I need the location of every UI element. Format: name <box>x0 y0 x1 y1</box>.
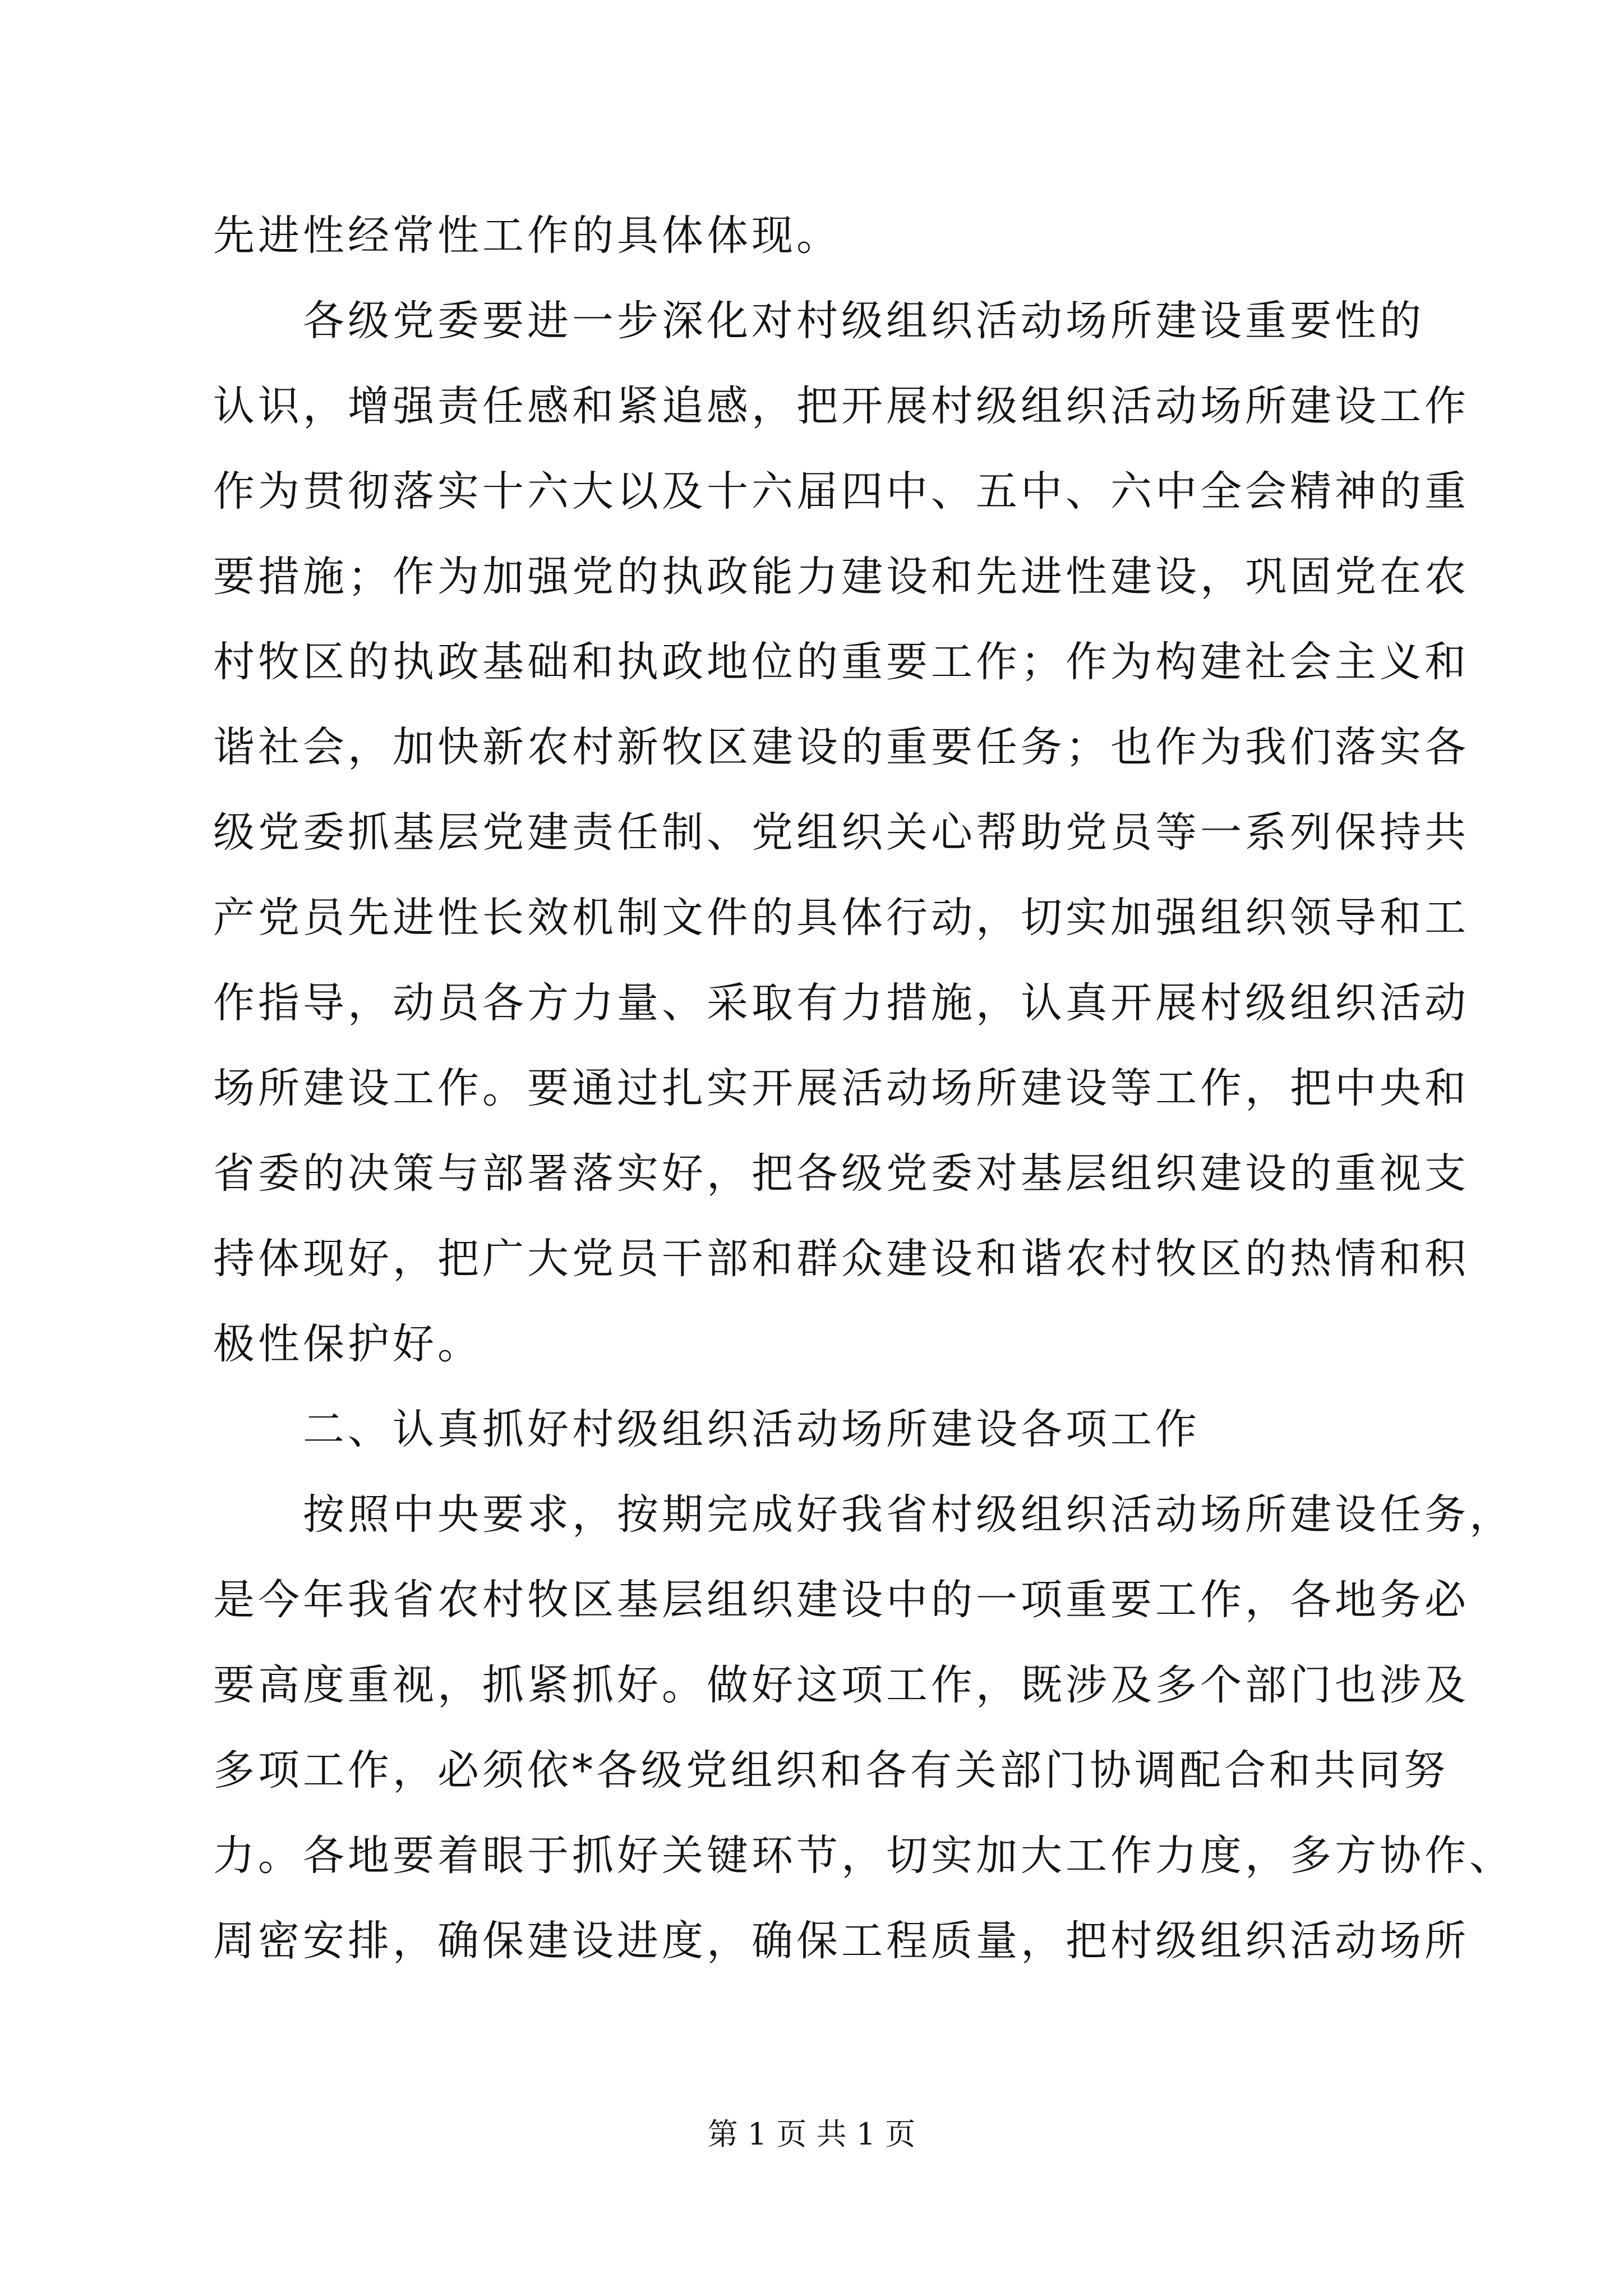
text-line: 认识，增强责任感和紧追感，把开展村级组织活动场所建设工作 <box>213 382 1469 430</box>
text-line: 力。各地要着眼于抓好关键环节，切实加大工作力度，多方协作、 <box>213 1832 1514 1880</box>
text-line: 多项工作，必须依*各级党组织和各有关部门协调配合和共同努 <box>213 1746 1449 1795</box>
text-line: 作为贯彻落实十六大以及十六届四中、五中、六中全会精神的重 <box>213 467 1469 516</box>
text-line: 各级党委要进一步深化对村级组织活动场所建设重要性的 <box>303 297 1424 345</box>
text-line: 村牧区的执政基础和执政地位的重要工作；作为构建社会主义和 <box>213 638 1469 686</box>
text-line: 作指导，动员各方力量、采取有力措施，认真开展村级组织活动 <box>213 979 1469 1027</box>
text-line: 先进性经常性工作的具体体现。 <box>213 211 841 260</box>
text-line: 周密安排，确保建设进度，确保工程质量，把村级组织活动场所 <box>213 1917 1469 1965</box>
text-line: 是今年我省农村牧区基层组织建设中的一项重要工作，各地务必 <box>213 1576 1469 1624</box>
text-line: 按照中央要求，按期完成好我省村级组织活动场所建设任务， <box>303 1490 1514 1539</box>
section-heading: 二、认真抓好村级组织活动场所建设各项工作 <box>303 1405 1200 1453</box>
text-line: 省委的决策与部署落实好，把各级党委对基层组织建设的重视支 <box>213 1149 1469 1198</box>
text-line: 极性保护好。 <box>213 1320 482 1368</box>
text-line: 要措施；作为加强党的执政能力建设和先进性建设，巩固党在农 <box>213 553 1469 601</box>
text-line: 要高度重视，抓紧抓好。做好这项工作，既涉及多个部门也涉及 <box>213 1661 1469 1709</box>
text-line: 产党员先进性长效机制文件的具体行动，切实加强组织领导和工 <box>213 894 1469 942</box>
text-line: 持体现好，把广大党员干部和群众建设和谐农村牧区的热情和积 <box>213 1235 1469 1283</box>
page-footer: 第 1 页 共 1 页 <box>707 2116 916 2152</box>
text-line: 级党委抓基层党建责任制、党组织关心帮助党员等一系列保持共 <box>213 808 1469 857</box>
text-line: 谐社会，加快新农村新牧区建设的重要任务；也作为我们落实各 <box>213 723 1469 771</box>
text-line: 场所建设工作。要通过扎实开展活动场所建设等工作，把中央和 <box>213 1064 1469 1112</box>
